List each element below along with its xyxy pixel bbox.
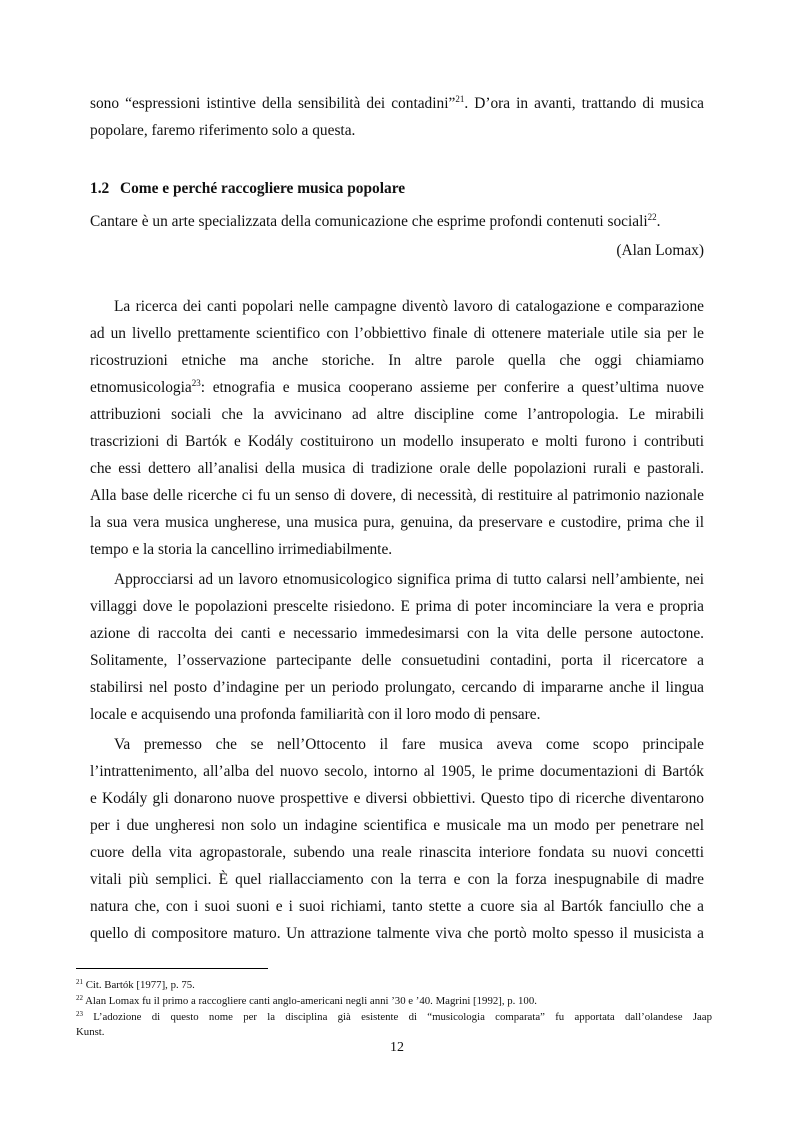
p3-line-5: cuore della vita agropastorale, subendo una reale rinascita interiore fondata su nuovi concetti (90, 844, 704, 861)
p1-line-9: la sua vera musica ungherese, una musica pura, genuina, da preservare e custodire, prima che il (90, 514, 704, 531)
p1-line-10: tempo e la storia la cancellino irrimediabilmente. (90, 541, 393, 558)
footnote-number: 23 (76, 1010, 83, 1018)
p1-line-4 (90, 378, 704, 398)
epigraph-text: Cantare è un arte specializzata della comunicazione che esprime profondi contenuti sociali (90, 213, 648, 230)
intro-text: sono “espressioni istintive della sensibilità dei contadini” (90, 95, 456, 112)
p2-line-3: azione di raccolta dei canti e necessario immedesimarsi con la vita delle persone autoctone. (90, 625, 704, 642)
p3-line-1: Va premesso che se nell’Ottocento il fare musica aveva come scopo principale (114, 736, 704, 753)
footnote-23 (76, 1010, 712, 1024)
footnote-text: Alan Lomax fu il primo a raccogliere canti anglo-americani negli anni ’30 e ’40. Magrini [1992], p. 100. (85, 995, 537, 1007)
footnote-text: Cit. Bartók [1977], p. 75. (85, 979, 195, 991)
epigraph-after: . (656, 213, 661, 230)
p1-line-4-after: : etnografia e musica cooperano assieme per conferire a quest’ultima nuove (200, 379, 704, 396)
footnote-number: 21 (76, 978, 83, 986)
footnote-divider (76, 968, 268, 969)
p1-line-6: trascrizioni di Bartók e Kodály costituirono un modello insuperato e molti furono i contributi (90, 433, 704, 450)
p2-line-4: Solitamente, l’osservazione partecipante delle consuetudini contadini, porta il ricercatore a (90, 652, 704, 669)
footnote-number: 22 (76, 994, 83, 1002)
footnote-ref-22[interactable]: 22 (647, 212, 657, 222)
p2-line-5: stabilirsi nel posto d’indagine per un periodo prolungato, cercando di impararne anche il lingua (90, 679, 704, 696)
intro-line-2: popolare, faremo riferimento solo a questa. (90, 122, 356, 139)
p2-line-6: locale e acquisendo una profonda familiarità con il loro modo di pensare. (90, 706, 541, 723)
p2-line-1: Approcciarsi ad un lavoro etnomusicologico significa prima di tutto calarsi nell’ambiente, nei (114, 571, 704, 588)
p3-line-3: e Kodály gli donarono nuove prospettive e diversi obbiettivi. Questo tipo di ricerche diventarono (90, 790, 704, 807)
section-number: 1.2 (90, 180, 110, 197)
p3-line-7: natura che, con i suoi suoni e i suoi richiami, tanto stette a cuore sia al Bartók fanciullo che a (90, 898, 704, 915)
p1-line-3: ricostruzioni etniche ma anche storiche. In altre parole quella che oggi chiamiamo (90, 352, 704, 369)
footnote-ref-21[interactable]: 21 (455, 94, 465, 104)
p3-line-4: per i due ungheresi non solo un indagine scientifica e musicale ma un modo per penetrare nel (90, 817, 704, 834)
epigraph-attribution: (Alan Lomax) (616, 242, 704, 259)
footnote-21 (76, 978, 195, 992)
p1-line-2: ad un livello prettamente scientifico con l’obbiettivo finale di ottenere materiale utile sia per le (90, 325, 704, 342)
footnote-ref-23[interactable]: 23 (191, 378, 201, 388)
footnote-text: L’adozione di questo nome per la disciplina già esistente di “musicologia comparata” fu apportata dall’olandese Jaap (93, 1011, 712, 1023)
p1-line-1: La ricerca dei canti popolari nelle campagne diventò lavoro di catalogazione e comparazione (114, 298, 704, 315)
p3-line-6: vitali più semplici. È quel riallacciamento con la terra e con la forza inespugnabile di madre (90, 871, 704, 888)
p1-line-4-before: etnomusicologia (90, 379, 192, 396)
footnote-22 (76, 994, 537, 1008)
p1-line-5: attribuzioni sociali che la avvicinano ad altre discipline come l’antropologia. Le mirabili (90, 406, 704, 423)
page-number: 12 (390, 1040, 404, 1055)
p1-line-8: Alla base delle ricerche ci fu un senso di dovere, di necessità, di restituire al patrimonio nazionale (90, 487, 704, 504)
epigraph (90, 212, 704, 232)
section-heading (90, 179, 405, 199)
intro-text-after: . D’ora in avanti, trattando di musica (464, 95, 704, 112)
p3-line-8: quello di compositore maturo. Un attrazione talmente viva che portò molto spesso il musicista a (90, 925, 704, 942)
p3-line-2: l’intrattenimento, all’alba del nuovo secolo, intorno al 1905, le prime documentazioni di Bartók (90, 763, 704, 780)
intro-line-1 (90, 94, 704, 114)
p1-line-7: che essi dettero all’analisi della musica di tradizione orale delle popolazioni rurali e pastorali. (90, 460, 704, 477)
section-title: Come e perché raccogliere musica popolare (120, 180, 406, 197)
footnote-23-continuation: Kunst. (76, 1026, 105, 1038)
p2-line-2: villaggi dove le popolazioni prescelte risiedono. E prima di poter incominciare la vera e propria (90, 598, 704, 615)
